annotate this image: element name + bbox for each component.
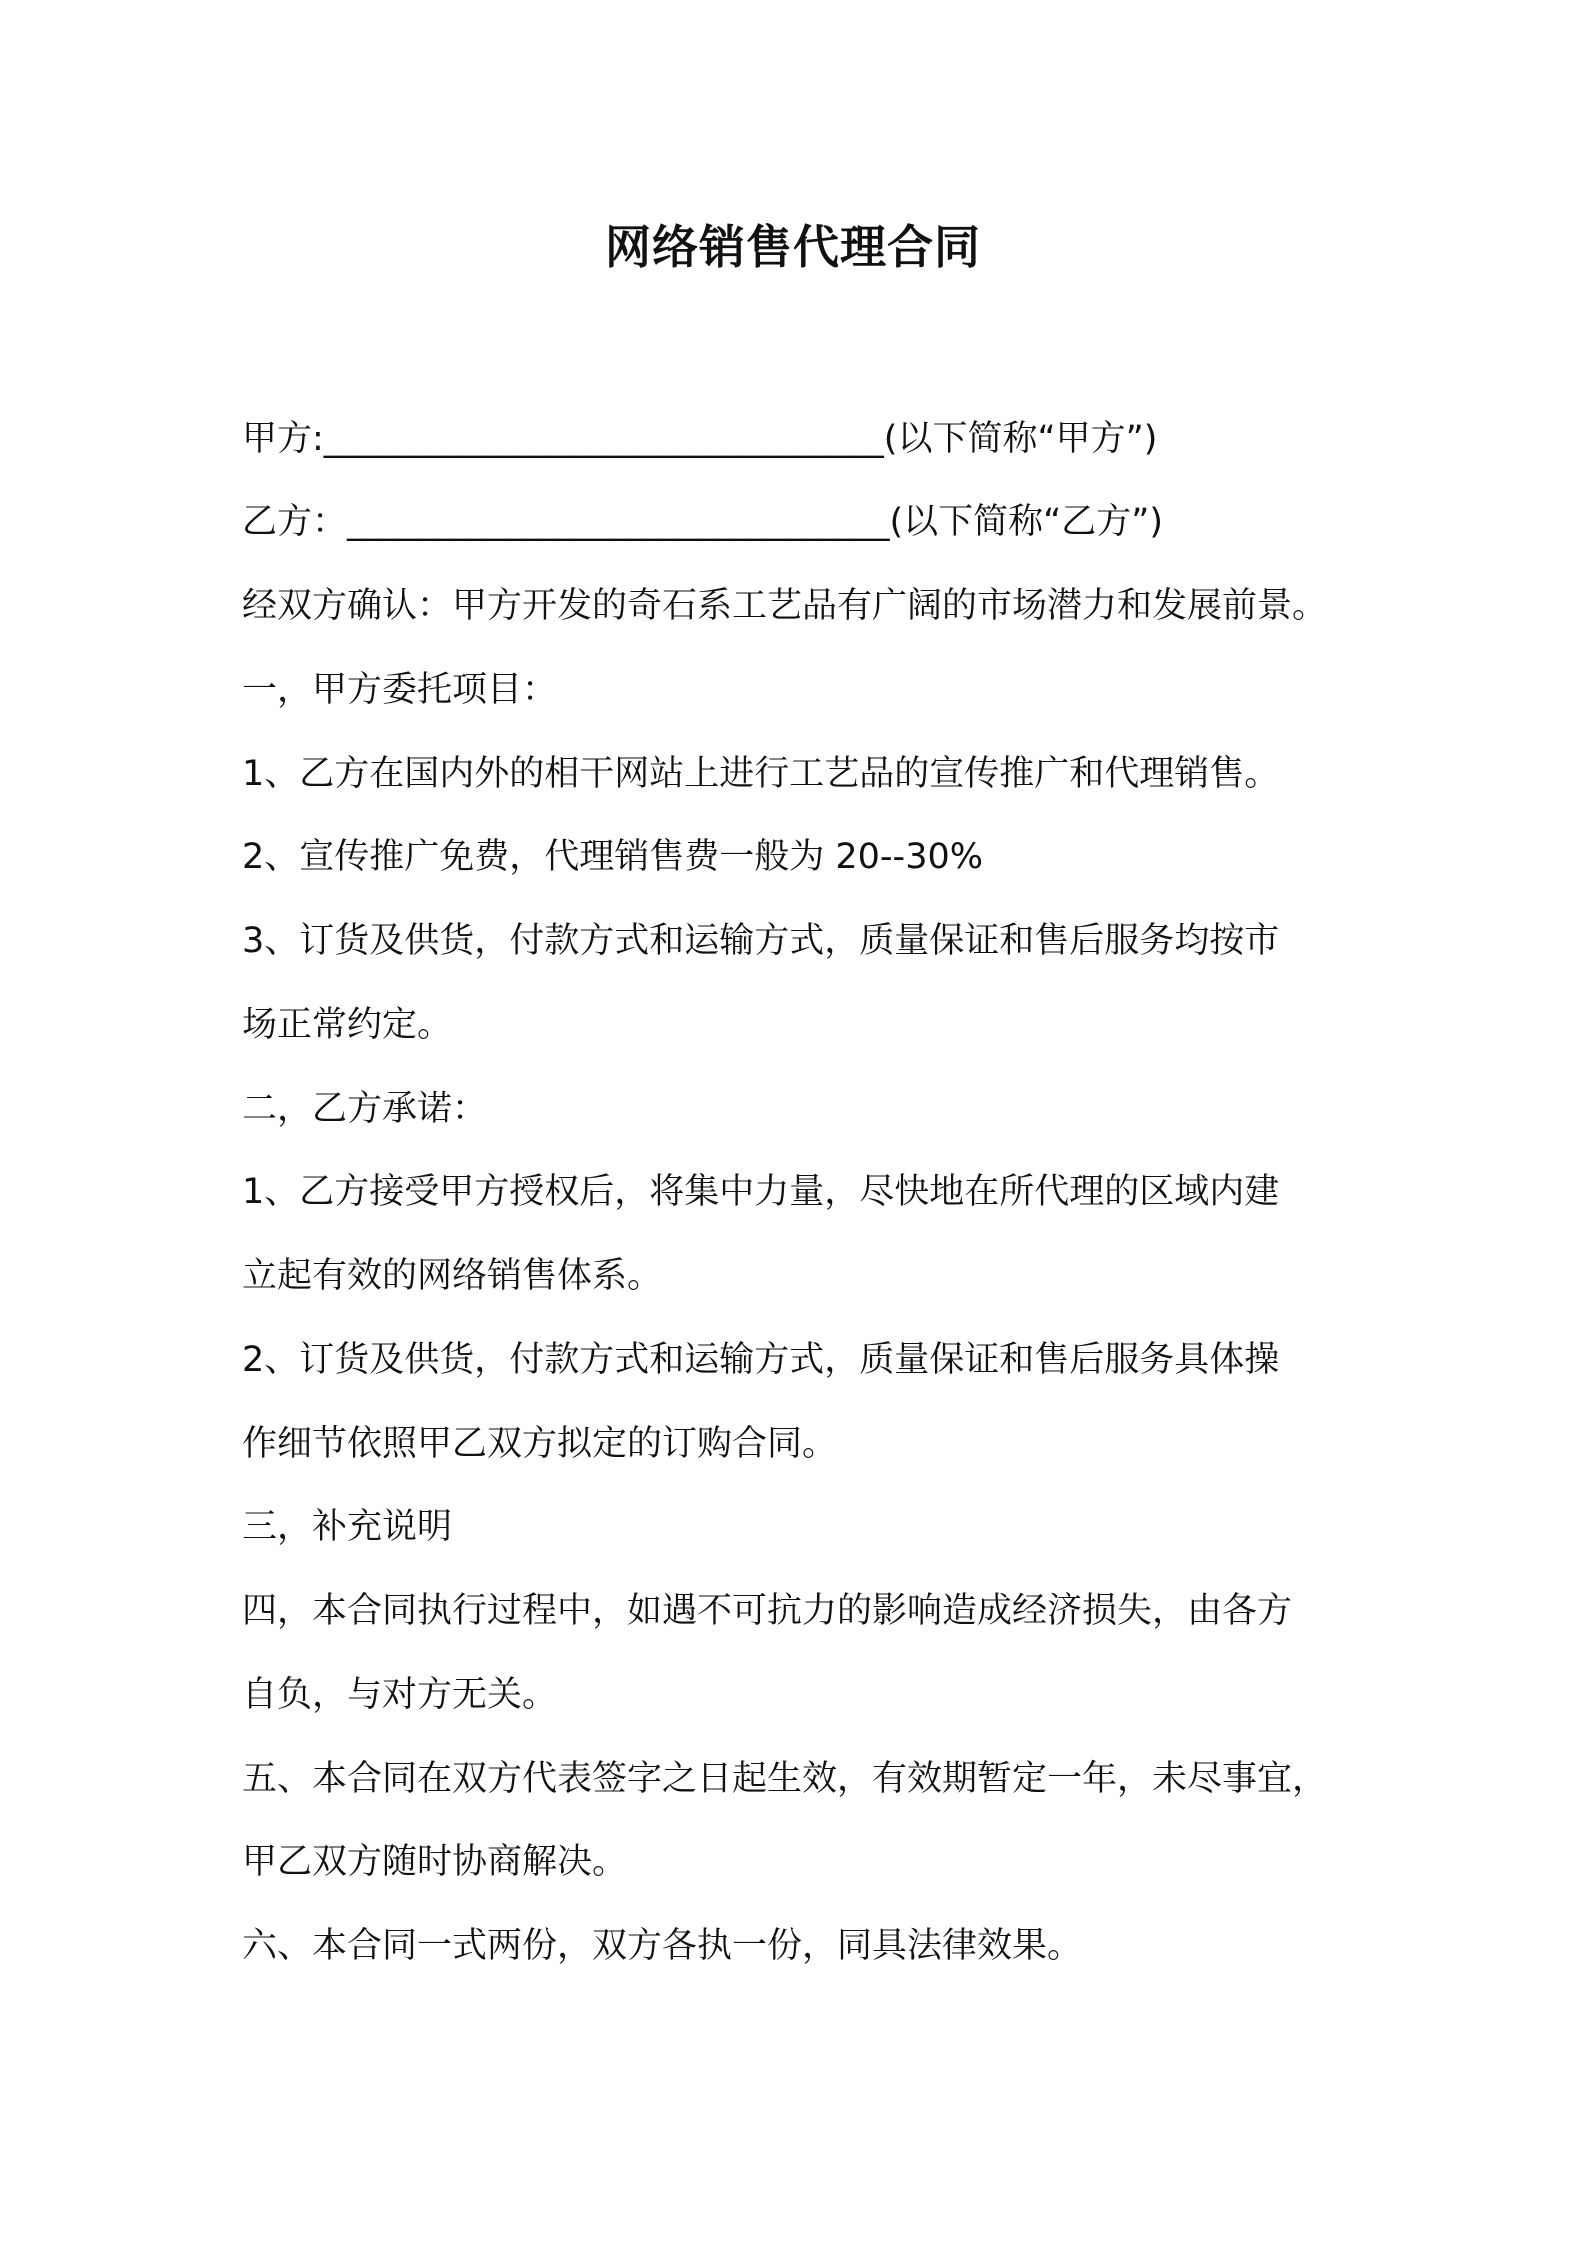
clause-line: 六、本合同一式两份，双方各执一份，同具法律效果。 (242, 1926, 1083, 1966)
document-title: 网络销售代理合同 (605, 220, 981, 274)
clause-line: 2、宣传推广免费，代理销售费一般为 20--30% (242, 837, 983, 877)
clause-line: 1、乙方在国内外的相干网站上进行工艺品的宣传推广和代理销售。 (242, 754, 1280, 794)
clause-line: 2、订货及供货，付款方式和运输方式，质量保证和售后服务具体操 (242, 1340, 1280, 1380)
confirmation-line: 经双方确认：甲方开发的奇石系工艺品有广阔的市场潜力和发展前景。 (242, 586, 1328, 626)
clause-line: 五、本合同在双方代表签字之日起生效，有效期暂定一年，未尽事宜， (242, 1759, 1328, 1799)
clause-continuation: 作细节依照甲乙双方拟定的订购合同。 (242, 1424, 838, 1464)
clause-continuation: 场正常约定。 (242, 1005, 453, 1045)
clause-line: 四，本合同执行过程中，如遇不可抗力的影响造成经济损失，由各方 (242, 1591, 1293, 1631)
party-a-line: 甲方:________________________________(以下简称“甲方”) (242, 419, 1158, 459)
party-b-line: 乙方：_______________________________(以下简称“乙方”) (242, 502, 1164, 542)
clause-line: 1、乙方接受甲方授权后，将集中力量，尽快地在所代理的区域内建 (242, 1172, 1280, 1212)
section-heading: 三，补充说明 (242, 1507, 453, 1547)
clause-continuation: 自负，与对方无关。 (242, 1675, 558, 1715)
section-heading: 二，乙方承诺： (242, 1089, 488, 1129)
clause-line: 3、订货及供货，付款方式和运输方式，质量保证和售后服务均按市 (242, 921, 1280, 961)
clause-continuation: 甲乙双方随时协商解决。 (242, 1842, 628, 1882)
section-heading: 一，甲方委托项目： (242, 670, 558, 710)
clause-continuation: 立起有效的网络销售体系。 (242, 1256, 663, 1296)
